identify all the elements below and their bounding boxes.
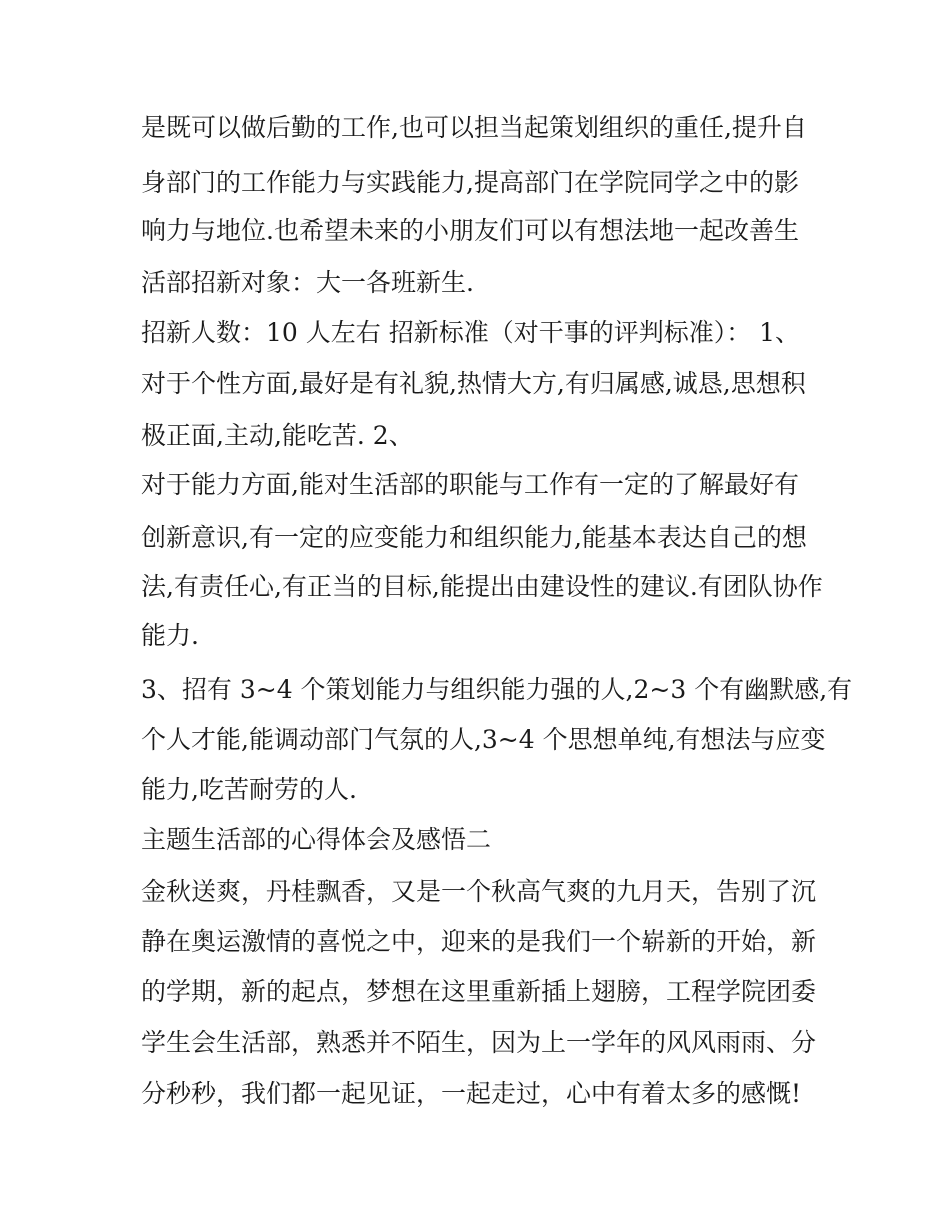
text-line: 能力. <box>141 621 199 650</box>
text-line: 个人才能,能调动部门气氛的人,3~4 个思想单纯,有想法与应变 <box>141 725 826 754</box>
section-heading: 主题生活部的心得体会及感悟二 <box>141 825 492 854</box>
text-line: 创新意识,有一定的应变能力和组织能力,能基本表达自己的想 <box>141 523 807 552</box>
text-line: 静在奥运激情的喜悦之中，迎来的是我们一个崭新的开始，新 <box>141 927 817 956</box>
text-line: 法,有责任心,有正当的目标,能提出由建设性的建议.有团队协作 <box>141 572 823 601</box>
text-line: 的学期，新的起点，梦想在这里重新插上翅膀，工程学院团委 <box>141 977 817 1006</box>
text-line: 是既可以做后勤的工作,也可以担当起策划组织的重任,提升自 <box>141 113 807 142</box>
text-line: 活部招新对象：大一各班新生. <box>141 268 474 297</box>
text-line: 3、招有 3~4 个策划能力与组织能力强的人,2~3 个有幽默感,有 <box>141 675 853 704</box>
text-line: 对于能力方面,能对生活部的职能与工作有一定的了解最好有 <box>141 470 799 499</box>
text-line: 响力与地位.也希望未来的小朋友们可以有想法地一起改善生 <box>141 216 799 245</box>
text-line: 身部门的工作能力与实践能力,提高部门在学院同学之中的影 <box>141 168 799 197</box>
text-line: 学生会生活部，熟悉并不陌生，因为上一学年的风风雨雨、分 <box>141 1028 817 1057</box>
text-line: 对于个性方面,最好是有礼貌,热情大方,有归属感,诚恳,思想积 <box>141 369 806 398</box>
text-line: 极正面,主动,能吃苦. 2、 <box>141 421 414 450</box>
text-line: 招新人数：10 人左右 招新标准（对干事的评判标准）： 1、 <box>141 318 801 347</box>
text-line: 能力,吃苦耐劳的人. <box>141 775 357 804</box>
text-line: 金秋送爽，丹桂飘香，又是一个秋高气爽的九月天，告别了沉 <box>141 877 817 906</box>
text-line: 分秒秒，我们都一起见证，一起走过，心中有着太多的感慨! <box>141 1079 802 1108</box>
